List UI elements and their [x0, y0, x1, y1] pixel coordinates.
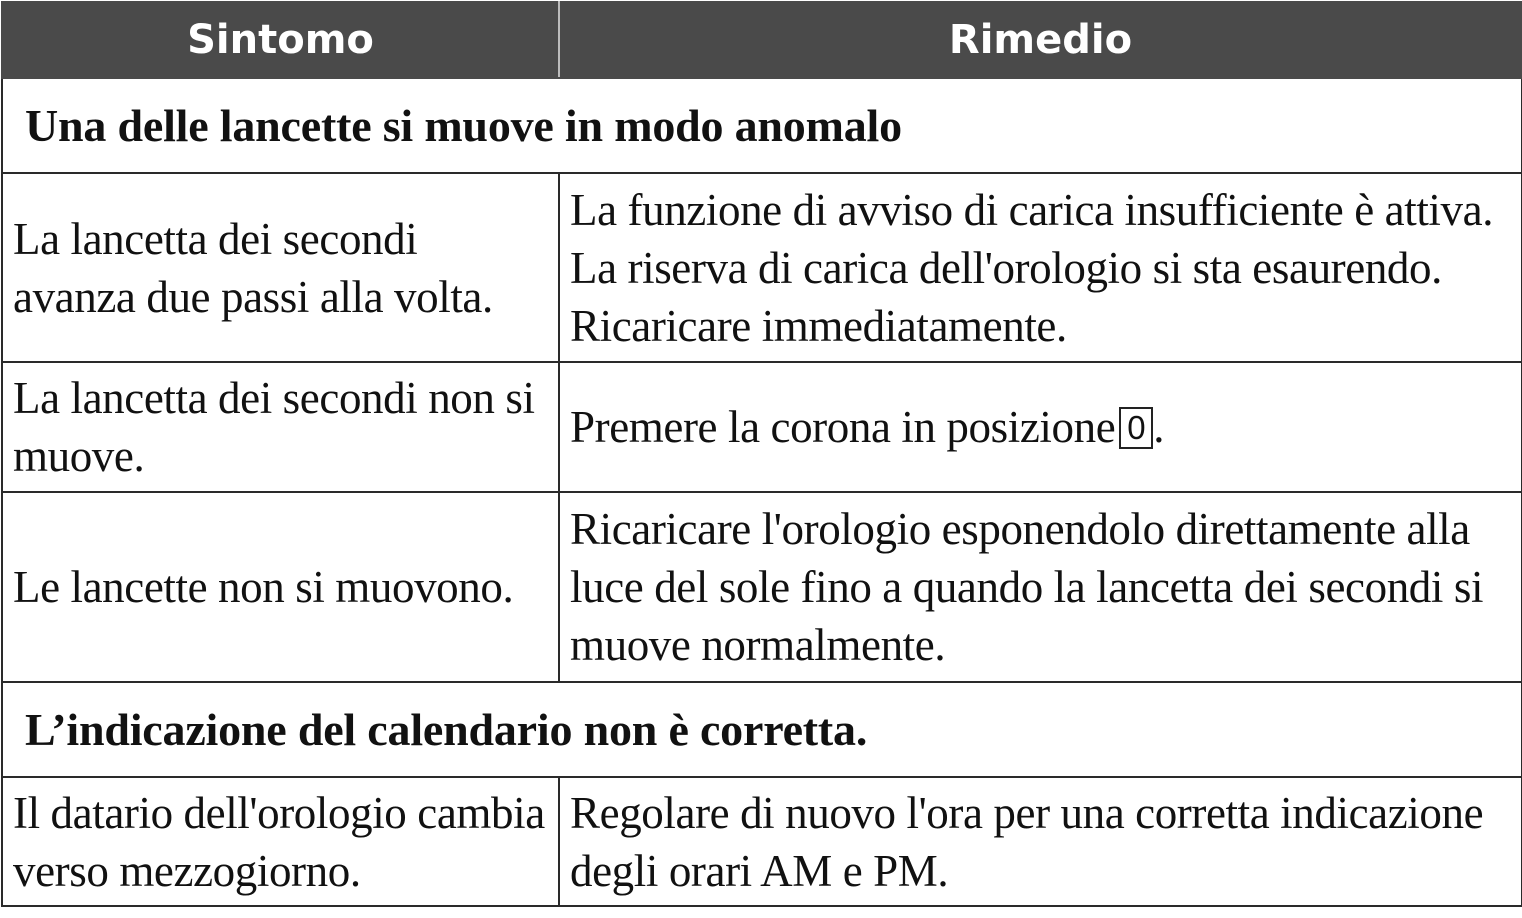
section-title-hands: Una delle lancette si muove in modo anomalo — [2, 78, 1522, 173]
symptom-cell: Le lancette non si muovono. — [2, 492, 559, 682]
troubleshooting-table — [1, 1, 1522, 907]
column-header-symptom: Sintomo — [2, 2, 559, 78]
table-header-row — [2, 2, 1522, 78]
section-header-row — [2, 78, 1522, 173]
table-row — [2, 777, 1522, 906]
section-header-row — [2, 682, 1522, 777]
remedy-suffix: . — [1153, 402, 1165, 452]
table-row — [2, 362, 1522, 492]
remedy-cell: La funzione di avviso di carica insufficiente è attiva. La riserva di carica dell'orologio si sta esaurendo. Ricaricare immediatamente. — [559, 173, 1522, 362]
section-title-calendar: L’indicazione del calendario non è corretta. — [2, 682, 1522, 777]
remedy-text: Premere la corona in posizione — [570, 402, 1116, 452]
table-row — [2, 173, 1522, 362]
table-row — [2, 492, 1522, 682]
remedy-cell: Ricaricare l'orologio esponendolo direttamente alla luce del sole fino a quando la lancetta dei secondi si muove normalmente. — [559, 492, 1522, 682]
symptom-cell: La lancetta dei secondi non si muove. — [2, 362, 559, 492]
symptom-cell: La lancetta dei secondi avanza due passi alla volta. — [2, 173, 559, 362]
column-header-remedy: Rimedio — [559, 2, 1522, 78]
remedy-cell — [559, 362, 1522, 492]
crown-position-box: 0 — [1119, 407, 1153, 449]
remedy-cell: Regolare di nuovo l'ora per una corretta indicazione degli orari AM e PM. — [559, 777, 1522, 906]
symptom-cell: Il datario dell'orologio cambia verso mezzogiorno. — [2, 777, 559, 906]
